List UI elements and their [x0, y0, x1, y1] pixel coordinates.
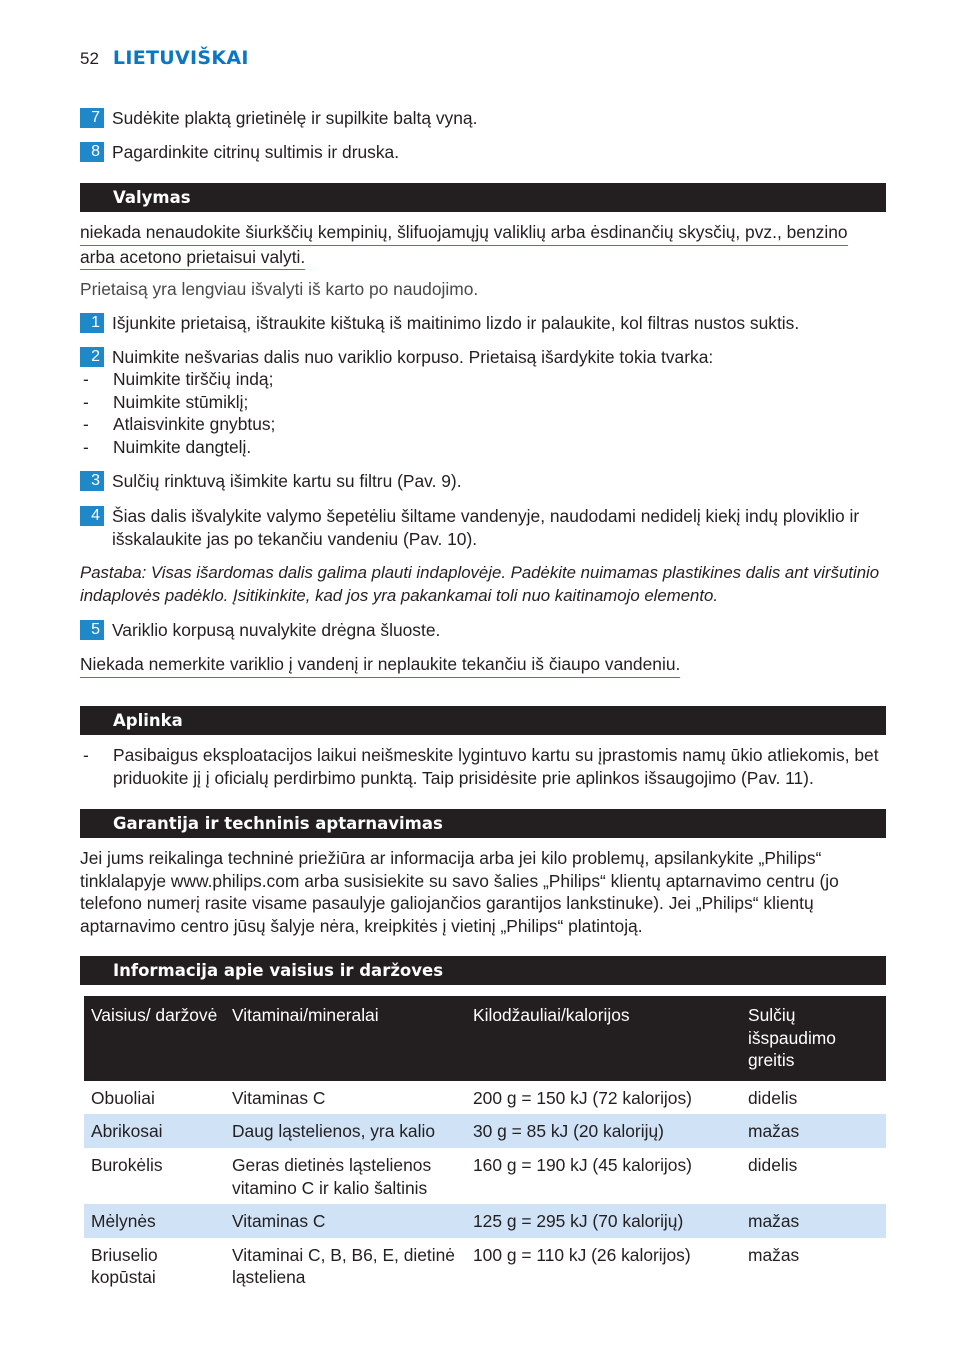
environment-list: [80, 744, 886, 789]
step-8: [80, 141, 886, 164]
list-item: - Pasibaigus eksploatacijos laikui neišmeskite lygintuvo kartu su įprastomis namų ūkio atliekomis, bet priduokite jį į oficialų perdirbimo punktą. Taip prisidėsite prie aplinkos išsaugojimo (Pav. 11).: [80, 744, 886, 789]
warning-line-2: arba acetono prietaisui valyti.: [80, 246, 305, 271]
column-header: Vitaminai/mineralai: [225, 996, 466, 1081]
list-item: - Atlaisvinkite gnybtus;: [80, 413, 886, 436]
table-cell: Vitaminas C: [232, 1087, 326, 1108]
table-cell: mažas: [741, 1204, 886, 1238]
step-number-badge: 3: [80, 471, 104, 491]
table-cell: didelis: [748, 1154, 798, 1175]
table-cell: Burokėlis: [91, 1154, 163, 1175]
table-cell: Mėlynės: [84, 1204, 225, 1238]
page-number: 52: [80, 49, 99, 68]
step-1: [80, 312, 886, 335]
step-7: [80, 107, 886, 130]
step-number-badge: 4: [80, 506, 104, 526]
table-cell: Vitaminas C: [225, 1204, 466, 1238]
table-cell: 30 g = 85 kJ (20 kalorijų): [466, 1114, 741, 1148]
warranty-paragraph: [80, 847, 886, 937]
table-row: [84, 1204, 886, 1238]
list-item: - Nuimkite stūmiklį;: [80, 391, 886, 414]
warning-text: Niekada nemerkite variklio į vandenį ir neplaukite tekančiu iš čiaupo vandeniu.: [80, 653, 680, 678]
table-cell: 125 g = 295 kJ (70 kalorijų): [466, 1204, 741, 1238]
step-text: Išjunkite prietaisą, ištraukite kištuką iš maitinimo lizdo ir palaukite, kol filtras nustos suktis.: [112, 313, 800, 333]
page-language-title: LIETUVIŠKAI: [112, 47, 249, 69]
cleaning-warning: [80, 221, 886, 270]
table-cell: Obuoliai: [91, 1087, 155, 1108]
table-cell: 100 g = 110 kJ (26 kalorijos): [473, 1244, 691, 1265]
step-number-badge: 2: [80, 347, 104, 367]
table-row: [84, 1238, 886, 1294]
table-cell: mažas: [741, 1114, 886, 1148]
table-cell: 200 g = 150 kJ (72 kalorijos): [473, 1087, 692, 1108]
step-text: Sulčių rinktuvą išimkite kartu su filtru (Pav. 9).: [112, 471, 462, 491]
table-header-row: [84, 996, 886, 1081]
step-number-badge: 7: [80, 108, 104, 128]
table-cell: mažas: [748, 1244, 800, 1265]
column-header: Kilodžauliai/kalorijos: [466, 996, 741, 1081]
step-number-badge: 5: [80, 620, 104, 640]
warranty-text-end: arba susisiekite su savo šalies „Philips“ klientų aptarnavimo centru (jo telefono numerį rasite visame pasaulyje galiojančios garantijos lankstinuke). Jei „Philips“ klientų aptarnavimo centro jūsų šalyje nėra, kreipkitės į vietinį „Philips“ platintoją.: [80, 870, 839, 936]
section-heading-garantija: Garantija ir techninis aptarnavimas: [80, 809, 886, 838]
step-5: [80, 619, 886, 642]
step-text: Sudėkite plaktą grietinėlę ir supilkite baltą vyną.: [112, 108, 478, 128]
table-cell: Briuselio kopūstai: [91, 1244, 158, 1288]
disassembly-list: [80, 368, 886, 458]
warranty-text-start: Jei jums reikalinga techninė priežiūra ar informacija arba jei kilo problemų, apsilankykite „Philips“ tinklalapyje: [80, 848, 822, 891]
step-text: Šias dalis išvalykite valymo šepetėliu šiltame vandenyje, naudodami nedidelį kiekį indų ploviklio ir išskalaukite jas po tekančiu vandeniu (Pav. 10).: [112, 506, 860, 549]
step-3: [80, 470, 886, 493]
section-heading-valymas: Valymas: [80, 183, 886, 212]
step-number-badge: 1: [80, 313, 104, 333]
table-row: [84, 1114, 886, 1148]
column-header: Vaisius/ daržovė: [84, 996, 225, 1081]
philips-website-link[interactable]: www.philips.com: [170, 870, 300, 891]
table-cell: Geras dietinės ląstelienos vitamino C ir kalio šaltinis: [232, 1154, 432, 1198]
table-row: [84, 1148, 886, 1204]
warning-line-1: niekada nenaudokite šiurkščių kempinių, šlifuojamųjų valiklių arba ėsdinančių skysčių, pvz., benzino: [80, 221, 848, 246]
fruit-vegetable-table: [84, 996, 886, 1294]
table-cell: Abrikosai: [84, 1114, 225, 1148]
step-number-badge: 8: [80, 142, 104, 162]
page-header: [80, 47, 249, 75]
table-cell: Daug ląstelienos, yra kalio: [225, 1114, 466, 1148]
motor-warning: [80, 653, 886, 678]
cleaning-intro: Prietaisą yra lengviau išvalyti iš karto po naudojimo.: [80, 279, 479, 299]
step-2: [80, 346, 886, 369]
step-text: Pagardinkite citrinų sultimis ir druska.: [112, 142, 400, 162]
list-item: - Nuimkite tirščių indą;: [80, 368, 886, 391]
table-cell: 160 g = 190 kJ (45 kalorijos): [473, 1154, 692, 1175]
list-item: - Nuimkite dangtelį.: [80, 436, 886, 459]
section-heading-informacija: Informacija apie vaisius ir daržoves: [80, 956, 886, 985]
section-heading-aplinka: Aplinka: [80, 706, 886, 735]
table-cell: Vitaminai C, B, B6, E, dietinė ląsteliena: [232, 1244, 455, 1288]
step-text: Nuimkite nešvarias dalis nuo variklio korpuso. Prietaisą išardykite tokia tvarka:: [112, 347, 714, 367]
table-row: [84, 1081, 886, 1115]
step-text: Variklio korpusą nuvalykite drėgna šluoste.: [112, 620, 441, 640]
note-text: Pastaba: Visas išardomas dalis galima plauti indaplovėje. Padėkite nuimamas plastikines dalis ant viršutinio indaplovės padėklo. Įsitikinkite, kad jos yra pakankamai toli nuo kaitinamojo elemento.: [80, 563, 880, 605]
step-4: [80, 505, 886, 550]
table-cell: didelis: [748, 1087, 798, 1108]
column-header: Sulčių išspaudimo greitis: [741, 996, 886, 1081]
